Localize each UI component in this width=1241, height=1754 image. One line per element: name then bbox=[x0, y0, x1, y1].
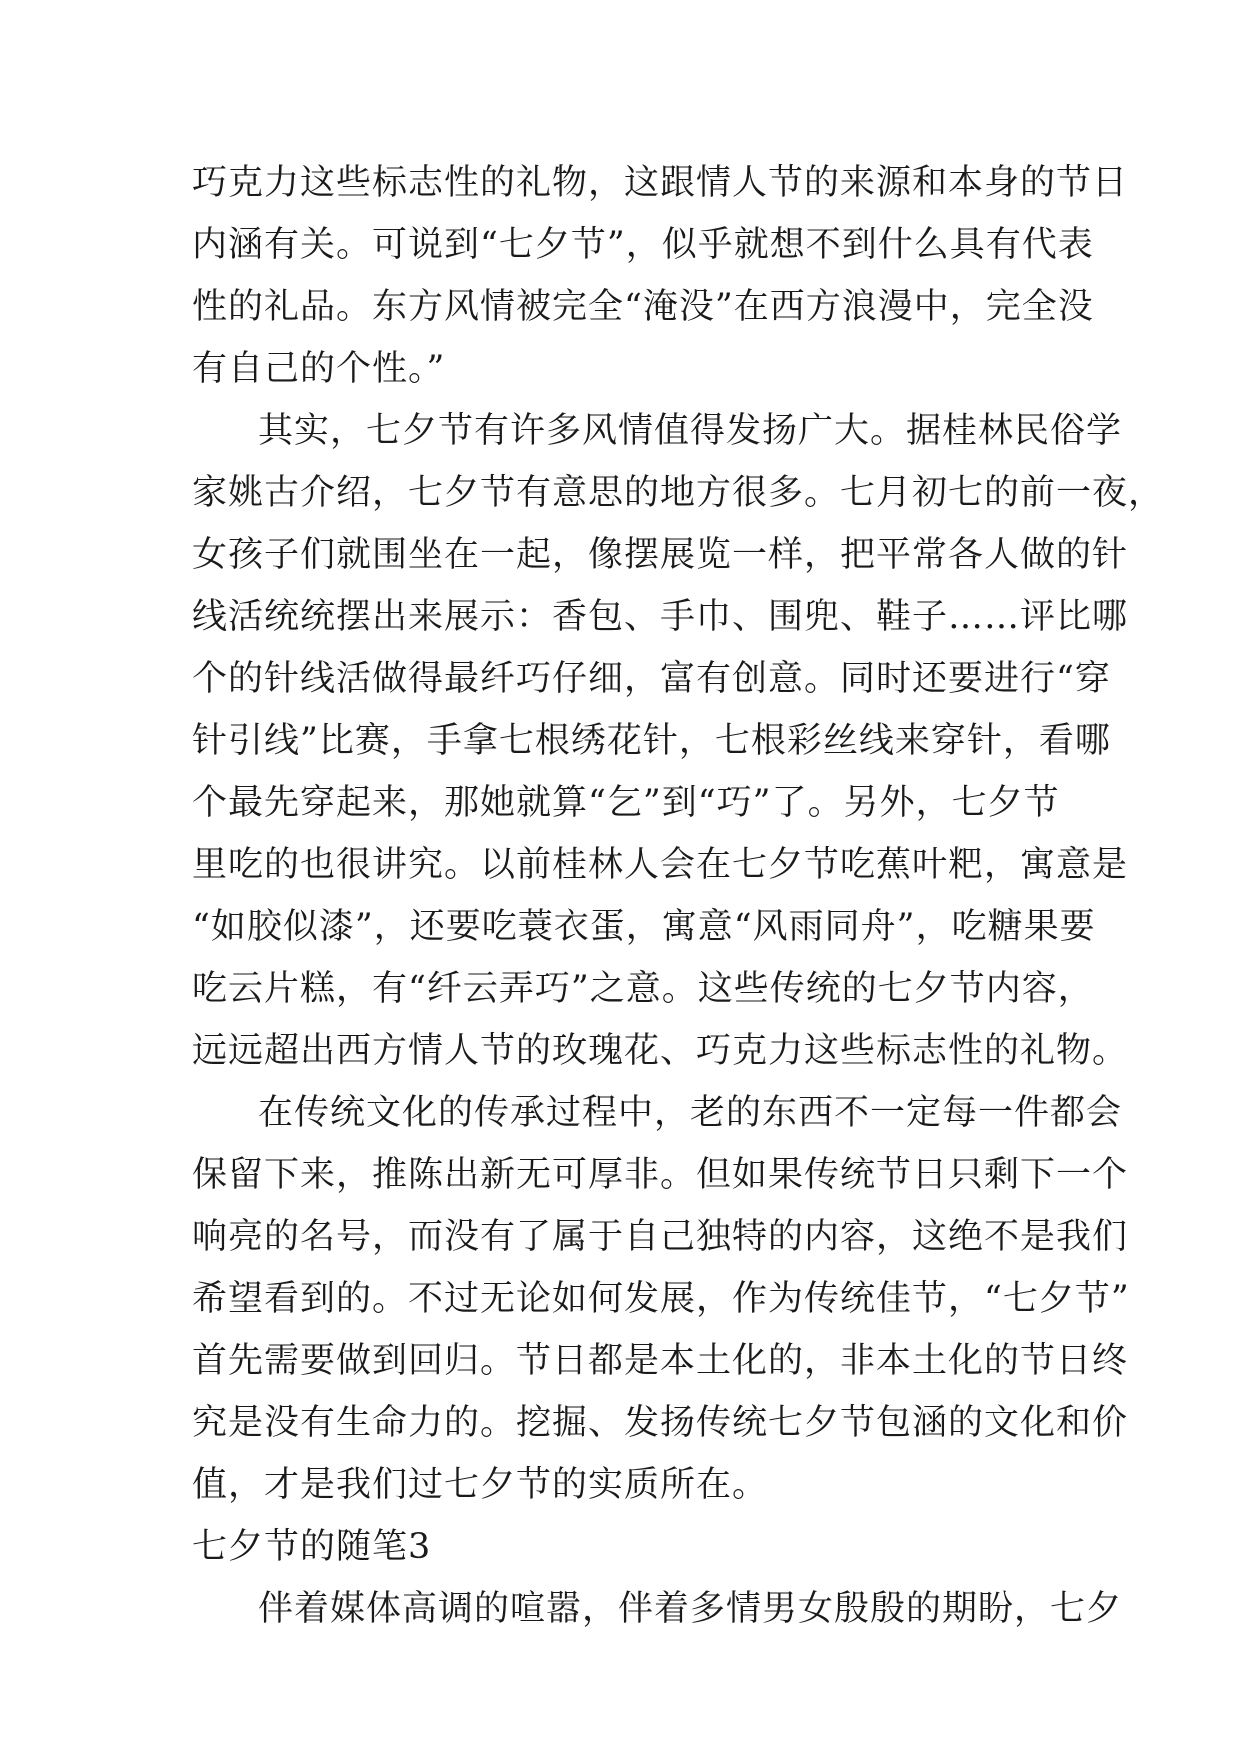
text-line: 响亮的名号，而没有了属于自己独特的内容，这绝不是我们 bbox=[192, 1217, 1129, 1257]
paragraph bbox=[192, 152, 1129, 400]
paragraph bbox=[192, 400, 1165, 1082]
text-line: 线活统统摆出来展示：香包、手巾、围兜、鞋子……评比哪 bbox=[192, 597, 1129, 637]
text-line: 究是没有生命力的。挖掘、发扬传统七夕节包涵的文化和价 bbox=[192, 1403, 1129, 1443]
text-line: 远远超出西方情人节的玫瑰花、巧克力这些标志性的礼物。 bbox=[192, 1031, 1129, 1071]
text-line: 家姚古介绍，七夕节有意思的地方很多。七月初七的前一夜， bbox=[192, 473, 1165, 513]
text-line: 值，才是我们过七夕节的实质所在。 bbox=[192, 1465, 769, 1505]
text-line: 里吃的也很讲究。以前桂林人会在七夕节吃蕉叶粑，寓意是 bbox=[192, 845, 1129, 885]
text-line: 个的针线活做得最纤巧仔细，富有创意。同时还要进行“穿 bbox=[192, 659, 1111, 699]
text-line: 性的礼品。东方风情被完全“淹没”在西方浪漫中，完全没 bbox=[192, 287, 1094, 327]
text-line: 首先需要做到回归。节日都是本土化的，非本土化的节日终 bbox=[192, 1341, 1129, 1381]
text-line: 在传统文化的传承过程中，老的东西不一定每一件都会 bbox=[258, 1093, 1123, 1133]
text-line: 吃云片糕，有“纤云弄巧”之意。这些传统的七夕节内容， bbox=[192, 969, 1094, 1009]
document-page bbox=[192, 152, 1165, 1640]
text-line: 希望看到的。不过无论如何发展，作为传统佳节，“七夕节” bbox=[192, 1279, 1130, 1319]
section-heading: 七夕节的随笔3 bbox=[192, 1527, 432, 1567]
text-line: 有自己的个性。” bbox=[192, 349, 446, 389]
text-line: 其实，七夕节有许多风情值得发扬广大。据桂林民俗学 bbox=[258, 411, 1123, 451]
paragraph bbox=[192, 1082, 1130, 1516]
text-line: 女孩子们就围坐在一起，像摆展览一样，把平常各人做的针 bbox=[192, 535, 1129, 575]
text-line: 保留下来，推陈出新无可厚非。但如果传统节日只剩下一个 bbox=[192, 1155, 1129, 1195]
text-line: 伴着媒体高调的喧嚣，伴着多情男女殷殷的期盼，七夕 bbox=[258, 1589, 1123, 1629]
text-line: “如胶似漆”，还要吃蓑衣蛋，寓意“风雨同舟”，吃糖果要 bbox=[192, 907, 1096, 947]
text-line: 针引线”比赛，手拿七根绣花针，七根彩丝线来穿针，看哪 bbox=[192, 721, 1111, 761]
paragraph bbox=[192, 1578, 1123, 1640]
text-line: 内涵有关。可说到“七夕节”，似乎就想不到什么具有代表 bbox=[192, 225, 1094, 265]
text-line: 巧克力这些标志性的礼物，这跟情人节的来源和本身的节日 bbox=[192, 163, 1129, 203]
text-line: 个最先穿起来，那她就算“乞”到“巧”了。另外，七夕节 bbox=[192, 783, 1060, 823]
